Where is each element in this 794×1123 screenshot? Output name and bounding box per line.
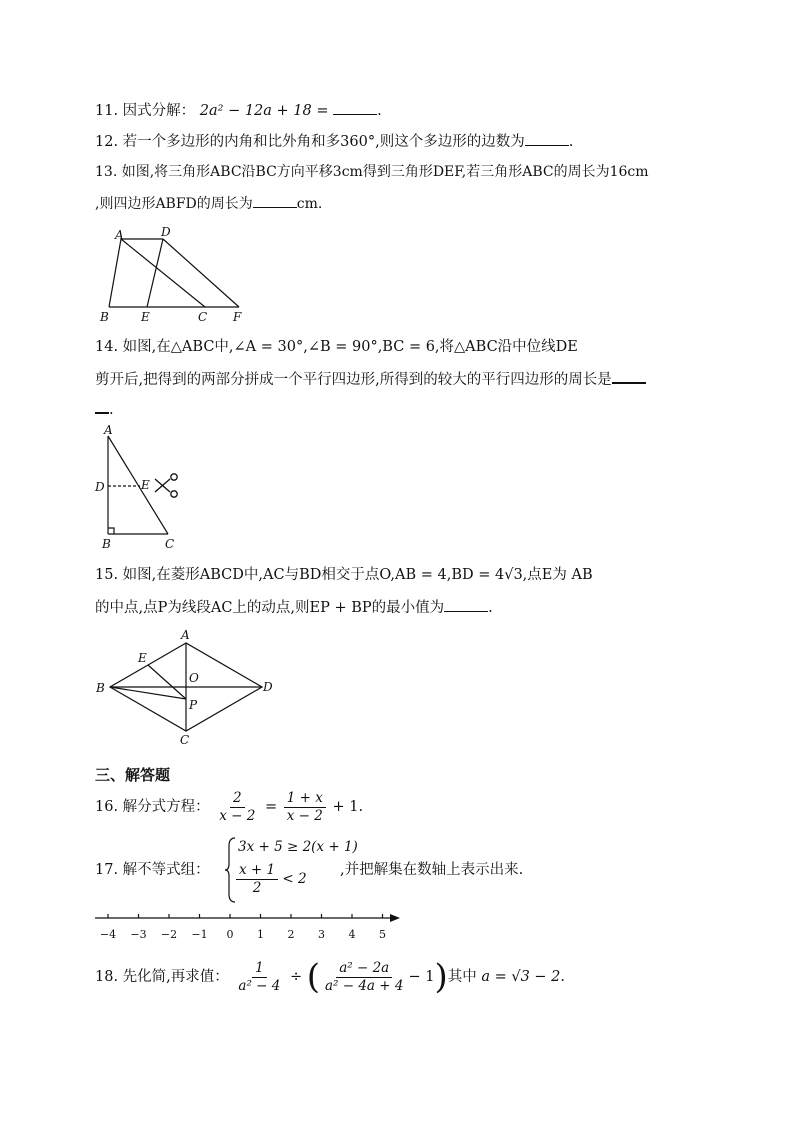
point-label-C: C <box>180 733 190 747</box>
point-label-D: D <box>161 225 171 239</box>
scissors-icon <box>155 474 177 497</box>
point-label-A: A <box>181 628 190 642</box>
fraction-left <box>216 790 258 825</box>
question-number: 11. <box>95 103 119 119</box>
question-text: 先化简,再求值： <box>122 969 229 985</box>
question-number: 12. <box>95 134 119 150</box>
question-text: 解不等式组： <box>122 862 210 878</box>
answer-blank <box>444 597 488 612</box>
denominator: a² − 4a + 4 <box>324 977 404 994</box>
period: . <box>488 600 493 616</box>
answer-blank-continued <box>95 398 109 414</box>
tick-label: −3 <box>130 928 147 941</box>
answer-blank <box>612 368 646 384</box>
denominator: a² − 4 <box>238 977 281 994</box>
period: . <box>377 103 382 119</box>
denominator: x − 2 <box>286 807 323 824</box>
point-label-E: E <box>141 478 150 492</box>
answer-blank <box>333 100 377 115</box>
fraction-right <box>284 790 326 825</box>
question-number: 14. <box>95 339 119 355</box>
tick-label: −1 <box>191 928 208 941</box>
question-17-tail: ,并把解集在数轴上表示出来. <box>340 862 524 878</box>
question-12 <box>95 131 573 152</box>
divide-sign: ÷ <box>289 969 303 985</box>
fraction-2 <box>322 960 406 995</box>
question-text: 因式分解： <box>122 103 196 119</box>
question-14-line3 <box>95 398 114 420</box>
question-number: 15. <box>95 567 119 583</box>
point-label-O: O <box>189 671 199 685</box>
denominator: x − 2 <box>219 807 256 824</box>
question-15-line1 <box>95 565 593 585</box>
denominator: 2 <box>252 880 262 896</box>
number-line <box>90 908 410 948</box>
question-text: 如图,在菱形ABCD中,AC与BD相交于点O,AB = 4,BD = 4√3,点E为 AB <box>122 567 593 583</box>
question-text: 若一个多边形的内角和比外角和多360°,则这个多边形的边数为 <box>122 134 525 150</box>
point-label-D: D <box>263 680 273 694</box>
right-paren: ) <box>434 957 448 997</box>
question-14-line2 <box>95 368 646 390</box>
question-text: 剪开后,把得到的两部分拼成一个平行四边形,所得到的较大的平行四边形的周长是 <box>95 372 612 388</box>
tick-label: 1 <box>257 928 264 941</box>
answer-blank <box>525 131 569 146</box>
equals-sign: = <box>265 799 278 815</box>
question-13-line1 <box>95 162 649 182</box>
question-number: 16. <box>95 799 119 815</box>
question-text: 如图,将三角形ABC沿BC方向平移3cm得到三角形DEF,若三角形ABC的周长为16cm <box>121 164 649 180</box>
tick-label: −4 <box>99 928 117 941</box>
point-label-E: E <box>138 651 147 665</box>
point-label-C: C <box>198 310 208 324</box>
question-number: 13. <box>95 164 118 180</box>
question-number: 17. <box>95 862 119 878</box>
question-18 <box>95 953 565 1001</box>
point-label-B: B <box>96 681 105 695</box>
question-text: 其中 <box>447 969 477 985</box>
point-label-A: A <box>104 423 113 437</box>
numerator: 1 + x <box>284 790 326 808</box>
figure-14-triangle <box>90 422 200 554</box>
inequality-tail: < 2 <box>282 871 307 887</box>
expression: 2a² − 12a + 18 = <box>199 103 329 119</box>
fraction-1 <box>235 960 283 995</box>
numerator: x + 1 <box>236 862 278 880</box>
question-text: ,则四边形ABFD的周长为 <box>95 196 253 212</box>
minus-one: − 1 <box>408 969 435 985</box>
section-title: 三、解答题 <box>95 766 171 784</box>
question-text: 的中点,点P为线段AC上的动点,则EP + BP的最小值为 <box>95 600 445 616</box>
numerator: 2 <box>230 790 245 808</box>
point-label-B: B <box>100 310 109 324</box>
tick-label: 0 <box>226 928 234 941</box>
point-label-P: P <box>189 698 198 712</box>
period: . <box>109 402 114 418</box>
tick-label: 2 <box>287 928 295 941</box>
tick-label: 5 <box>379 928 386 941</box>
point-label-B: B <box>102 537 111 551</box>
fraction <box>236 862 278 897</box>
question-17-label <box>95 860 210 880</box>
figure-15-rhombus <box>90 625 290 750</box>
answer-blank <box>253 193 297 208</box>
point-label-F: F <box>233 310 242 324</box>
figure-13-translation <box>95 225 255 325</box>
question-text: 如图,在△ABC中,∠A = 30°,∠B = 90°,BC = 6,将△ABC沿中位线DE <box>122 339 578 355</box>
point-label-E: E <box>141 310 150 324</box>
tick-label: 4 <box>348 928 356 941</box>
point-label-C: C <box>165 537 175 551</box>
tick-label: 3 <box>318 928 325 941</box>
numerator: 1 <box>252 960 267 978</box>
inequality-2 <box>236 862 307 897</box>
question-15-line2 <box>95 597 493 618</box>
tick-label: −2 <box>160 928 178 941</box>
inequality-1: 3x + 5 ≥ 2(x + 1) <box>238 839 358 855</box>
expression-tail: + 1. <box>332 799 364 815</box>
question-number: 18. <box>95 969 119 985</box>
point-label-D: D <box>95 480 105 494</box>
numerator: a² − 2a <box>336 960 392 978</box>
question-13-line2 <box>95 193 322 214</box>
question-11 <box>95 100 382 121</box>
period: . <box>568 134 574 150</box>
point-label-A: A <box>115 228 124 242</box>
question-text: 解分式方程： <box>122 799 210 815</box>
question-14-line1 <box>95 337 578 357</box>
condition: a = √3 − 2. <box>481 969 566 985</box>
left-paren: ( <box>306 957 320 997</box>
question-16 <box>95 788 363 826</box>
question-text-end: cm. <box>296 196 323 212</box>
